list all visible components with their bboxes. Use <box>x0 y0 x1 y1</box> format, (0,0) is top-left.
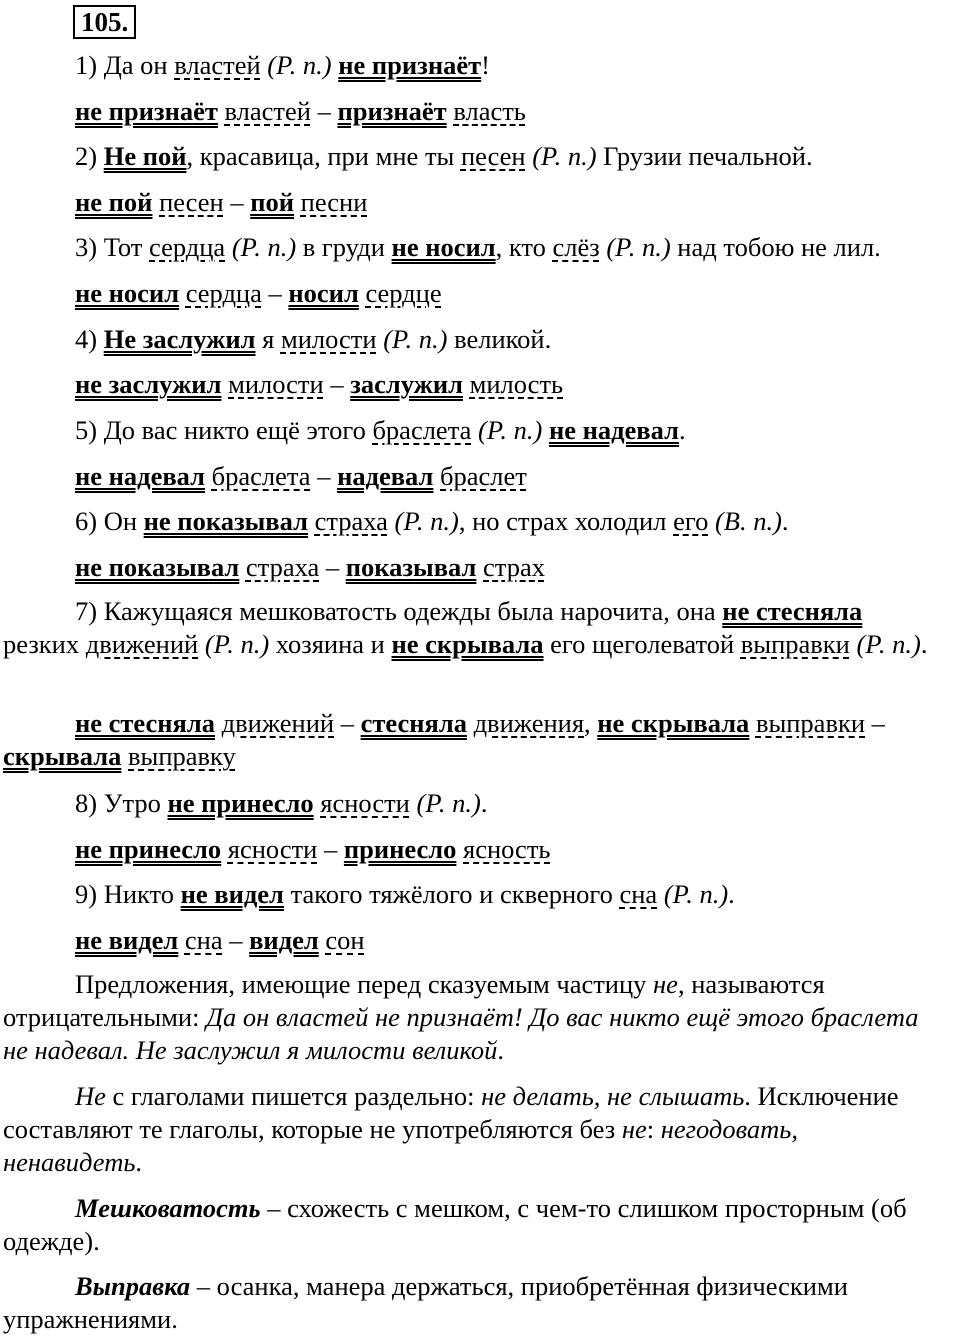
text-run: 2) <box>75 141 104 171</box>
object: сна <box>619 879 658 909</box>
exercise-number: 105. <box>73 5 136 39</box>
text-run: Грузии печальной. <box>596 141 813 171</box>
text-run: , но страх холодил <box>458 506 674 536</box>
text-line-d2 <box>3 1270 943 1336</box>
text-run: с глаголами пишется раздельно: <box>105 1081 482 1111</box>
object: милость <box>469 369 564 399</box>
object: ясность <box>463 834 551 864</box>
predicate: стесняла <box>360 708 467 738</box>
object: браслет <box>440 461 527 491</box>
case-note: (В. п.) <box>708 506 782 536</box>
object: движений <box>221 708 335 738</box>
text-line-p3 <box>75 276 442 310</box>
case-note: Выправка <box>75 1271 191 1301</box>
predicate: не показывал <box>75 552 240 582</box>
object: сон <box>325 925 365 955</box>
text-line-s6 <box>75 504 789 538</box>
text-run: . <box>480 788 488 818</box>
predicate: не носил <box>391 232 496 262</box>
object: выправки <box>755 708 866 738</box>
text-line-s7 <box>3 595 943 661</box>
text-run <box>221 834 228 864</box>
predicate: не видел <box>180 879 284 909</box>
predicate: носил <box>288 278 359 308</box>
text-run <box>179 278 186 308</box>
object: милости <box>228 369 324 399</box>
text-run <box>215 708 222 738</box>
text-line-s4 <box>75 322 551 356</box>
predicate: видел <box>249 925 319 955</box>
object: сна <box>184 925 223 955</box>
case-note: не <box>653 969 678 999</box>
object: выправку <box>128 741 236 771</box>
predicate: не скрывала <box>391 629 544 659</box>
object: властей <box>174 50 261 80</box>
text-run: – <box>310 461 338 491</box>
text-run <box>463 369 470 399</box>
object: браслета <box>211 461 311 491</box>
case-note: Мешковатость <box>75 1193 261 1223</box>
case-note: (Р. п.) <box>599 232 671 262</box>
text-line-p4 <box>75 367 563 401</box>
predicate: надевал <box>337 461 434 491</box>
predicate: признаёт <box>337 96 447 126</box>
text-line-s8 <box>75 786 487 820</box>
text-line-p9 <box>75 923 365 957</box>
text-run: над тобою не лил. <box>670 232 881 262</box>
case-note: не делать, не слышать <box>481 1081 745 1111</box>
predicate: не стесняла <box>75 708 216 738</box>
case-note: (Р. п.) <box>409 788 481 818</box>
text-run: – <box>865 708 885 738</box>
text-run <box>121 741 128 771</box>
case-note: негодовать, ненавидеть <box>3 1114 798 1177</box>
text-run: . <box>678 415 686 445</box>
text-run: ! <box>481 50 490 80</box>
predicate: Не пой <box>103 141 187 171</box>
text-run: я <box>255 324 281 354</box>
predicate: не признаёт <box>338 50 482 80</box>
case-note: (Р. п.) <box>525 141 597 171</box>
text-run: . <box>135 1147 143 1177</box>
predicate: принесло <box>343 834 457 864</box>
text-run: , красавица, при мне ты <box>186 141 461 171</box>
predicate: не скрывала <box>597 708 750 738</box>
object: сердца <box>149 232 226 262</box>
object: выправки <box>740 629 850 659</box>
case-note: Не <box>75 1081 106 1111</box>
case-note: (Р. п.) <box>657 879 729 909</box>
case-note: (Р. п.) <box>849 629 921 659</box>
text-run: 4) <box>75 324 104 354</box>
predicate: не признаёт <box>75 96 218 126</box>
predicate: не надевал <box>75 461 206 491</box>
text-run: 7) Кажущаяся мешковатость одежды была нарочита, она <box>75 596 723 626</box>
text-run <box>467 708 474 738</box>
text-run: – <box>323 369 351 399</box>
text-run: – <box>261 278 289 308</box>
case-note: (Р. п.) <box>376 324 448 354</box>
text-run: – <box>317 834 344 864</box>
case-note: (Р. п.) <box>198 629 270 659</box>
predicate: не показывал <box>143 506 308 536</box>
text-run: – <box>223 187 251 217</box>
text-run: – схожесть с мешком, с чем-то слишком просторным (об одежде). <box>3 1193 907 1256</box>
text-run: , <box>584 708 598 738</box>
text-run: 3) Тот <box>75 232 150 262</box>
predicate: не видел <box>75 925 179 955</box>
text-run: . <box>497 1035 504 1065</box>
text-line-s2 <box>75 139 813 173</box>
text-run: 5) До вас никто ещё этого <box>75 415 373 445</box>
text-run: 9) Никто <box>75 879 181 909</box>
text-run: – <box>222 925 250 955</box>
predicate: не надевал <box>548 415 679 445</box>
case-note: (Р. п.) <box>225 232 297 262</box>
predicate: заслужил <box>350 369 463 399</box>
text-line-p5 <box>75 459 527 493</box>
object: песен <box>460 141 526 171</box>
text-run: его щеголеватой <box>543 629 741 659</box>
text-run: , кто <box>495 232 553 262</box>
predicate: не принесло <box>167 788 314 818</box>
object: движения <box>473 708 585 738</box>
case-note: Да он властей не признаёт! До вас никто ещё этого браслета не надевал. Не заслужил я милости великой <box>3 1002 919 1065</box>
text-run: . Исключение составляют те глаголы, которые не употребляются без <box>3 1081 899 1144</box>
object: ясности <box>320 788 410 818</box>
text-line-p1 <box>75 94 526 128</box>
text-line-r1 <box>3 968 943 1067</box>
text-run: – <box>310 96 338 126</box>
text-run <box>749 708 756 738</box>
object: страх <box>483 552 545 582</box>
text-line-p2 <box>75 185 367 219</box>
text-run: . <box>920 629 928 659</box>
text-run: в груди <box>296 232 392 262</box>
text-run <box>239 552 246 582</box>
case-note: не <box>621 1114 647 1144</box>
object: власть <box>453 96 526 126</box>
text-run: Предложения, имеющие перед сказуемым частицу <box>75 969 654 999</box>
predicate: не стесняла <box>722 596 863 626</box>
case-note: (Р. п.) <box>387 506 459 536</box>
object: милости <box>280 324 377 354</box>
text-run: 8) Утро <box>75 788 168 818</box>
text-run <box>205 461 212 491</box>
text-run: – <box>334 708 361 738</box>
object: движений <box>85 629 199 659</box>
predicate: показывал <box>345 552 477 582</box>
object: сердца <box>185 278 262 308</box>
object: страха <box>314 506 388 536</box>
text-line-s9 <box>75 877 735 911</box>
text-run: 1) Да он <box>75 50 175 80</box>
text-run: великой. <box>447 324 552 354</box>
predicate: пой <box>250 187 295 217</box>
text-run <box>294 187 301 217</box>
text-run: резких <box>3 629 86 659</box>
text-run <box>218 96 225 126</box>
predicate: не заслужил <box>75 369 222 399</box>
text-run <box>542 415 549 445</box>
case-note: (Р. п.) <box>471 415 543 445</box>
object: песни <box>300 187 368 217</box>
text-run <box>178 925 185 955</box>
text-line-d1 <box>3 1192 943 1258</box>
text-run: хозяина и <box>269 629 392 659</box>
object: ясности <box>227 834 318 864</box>
text-line-p7 <box>3 707 943 773</box>
text-run: . <box>728 879 735 909</box>
case-note: (Р. п.) <box>260 50 332 80</box>
text-line-s3 <box>75 230 881 264</box>
text-run: 6) Он <box>75 506 144 536</box>
text-run: такого тяжёлого и скверного <box>283 879 620 909</box>
object: песен <box>159 187 224 217</box>
text-run: , называются отрицательными: <box>3 969 825 1032</box>
text-line-s5 <box>75 413 686 447</box>
object: властей <box>224 96 311 126</box>
text-run <box>308 506 315 536</box>
text-run: : <box>646 1114 661 1144</box>
text-run: – <box>319 552 346 582</box>
text-line-p6 <box>75 550 545 584</box>
text-run: . <box>781 506 789 536</box>
predicate: не пой <box>75 187 153 217</box>
predicate: не носил <box>75 278 180 308</box>
text-line-p8 <box>75 832 551 866</box>
text-run: – осанка, манера держаться, приобретённая физическими упражнениями. <box>3 1271 848 1334</box>
predicate: Не заслужил <box>103 324 256 354</box>
predicate: не принесло <box>75 834 222 864</box>
object: браслета <box>372 415 472 445</box>
object: слёз <box>552 232 600 262</box>
text-line-r2 <box>3 1080 943 1179</box>
object: страха <box>245 552 320 582</box>
text-line-s1 <box>75 48 490 82</box>
predicate: скрывала <box>3 741 122 771</box>
object: сердце <box>365 278 442 308</box>
object: его <box>673 506 709 536</box>
